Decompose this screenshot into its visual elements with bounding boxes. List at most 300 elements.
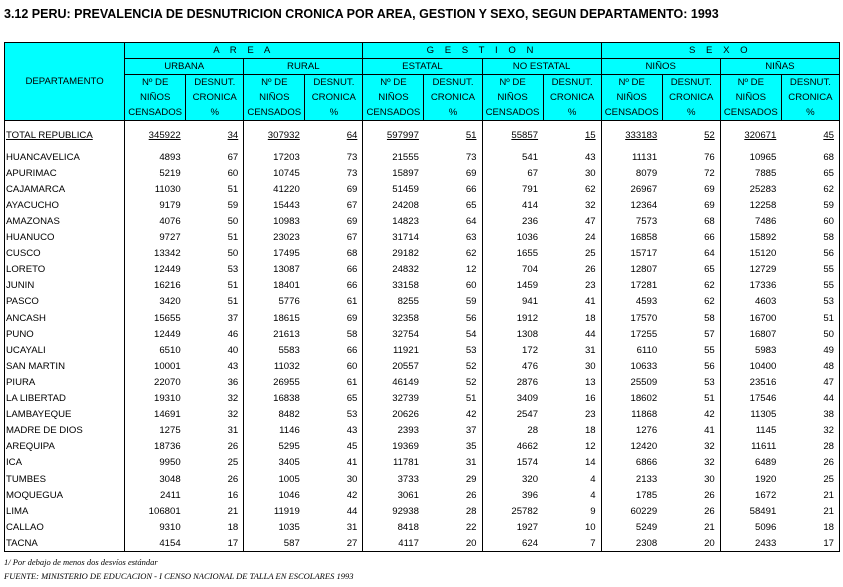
cell-desnut: 62 [465,248,477,260]
department-name: APURIMAC [6,167,57,179]
cell-desnut: 35 [465,441,477,453]
cell-desnut: 66 [346,264,358,276]
cell-censados: 1655 [516,248,539,260]
cell-censados: 9179 [159,199,181,211]
cell-desnut: 51 [227,296,239,308]
cell-censados: 18736 [154,441,181,453]
department-name: PASCO [6,296,39,308]
cell-censados: 9950 [159,457,181,469]
cell-desnut: 62 [704,280,715,292]
cell-censados: 1920 [754,473,777,485]
cell-censados: 12420 [630,441,658,453]
cell-censados: 624 [522,537,539,549]
cell-desnut: 31 [584,344,596,356]
cell-censados: 12364 [630,199,658,211]
cell-desnut: 32 [823,425,834,437]
table-row [5,455,840,471]
cell-censados: 26967 [630,183,658,195]
cell-censados: 31714 [392,232,419,244]
cell-censados: 29182 [392,248,419,260]
cell-censados: 5776 [278,296,300,308]
cell-desnut: 53 [227,264,239,276]
cell-censados: 2308 [635,537,658,549]
cell-desnut: 50 [227,248,239,260]
column-header-desnut: DESNUT. [662,75,720,91]
column-header-censados: Nº DE [244,75,305,91]
cell-desnut: 36 [227,376,239,388]
cell-censados: 15892 [749,232,777,244]
cell-desnut: 26 [465,489,477,501]
cell-censados: 15717 [630,248,658,260]
cell-censados: 11305 [750,409,777,421]
cell-desnut: 28 [823,441,834,453]
table-row [5,374,840,390]
cell-censados: 6110 [636,344,658,356]
cell-censados: 25509 [630,376,658,388]
cell-censados: 1146 [279,425,300,437]
source-note: FUENTE: MINISTERIO DE EDUCACION - I CENSO NACIONAL DE TALLA EN ESCOLARES 1993 [4,571,354,581]
cell-desnut: 52 [465,376,477,388]
cell-censados: 21613 [273,328,300,340]
cell-desnut: 65 [704,264,715,276]
cell-censados: 17495 [273,248,300,260]
department-header: DEPARTAMENTO [5,43,125,121]
cell-censados: 32739 [392,393,419,405]
department-name: PUNO [6,328,34,340]
cell-desnut: 21 [823,505,834,517]
column-header-censados: NIÑOS [244,90,305,105]
cell-desnut: 15 [584,129,596,141]
cell-desnut: 53 [465,344,477,356]
subgroup-header-no-estatal: NO ESTATAL [482,59,601,75]
column-header-censados: NIÑOS [125,90,186,105]
cell-desnut: 13 [584,376,596,388]
cell-desnut: 44 [346,505,358,517]
cell-desnut: 69 [465,167,477,179]
cell-desnut: 26 [227,441,239,453]
cell-censados: 4117 [398,537,419,549]
cell-censados: 11030 [154,183,181,195]
cell-desnut: 18 [823,521,834,533]
table-row [5,519,840,535]
cell-censados: 1046 [278,489,300,501]
department-name: HUANUCO [6,232,55,244]
cell-censados: 396 [522,489,539,501]
cell-desnut: 56 [465,312,477,324]
cell-desnut: 47 [823,376,834,388]
cell-censados: 414 [522,199,539,211]
column-header-desnut: DESNUT. [186,75,244,91]
cell-censados: 10001 [154,360,181,372]
cell-censados: 7486 [754,216,777,228]
table-row [5,358,840,374]
cell-censados: 11921 [392,344,419,356]
footnote: 1/ Por debajo de menos dos desvíos estándar [4,557,158,567]
department-name: AYACUCHO [6,199,59,211]
column-header-desnut: CRONICA [662,90,720,105]
cell-censados: 9727 [159,232,181,244]
cell-desnut: 20 [465,537,477,549]
column-header-censados: CENSADOS [244,105,305,121]
table-row [5,294,840,310]
cell-desnut: 51 [465,129,477,141]
cell-desnut: 31 [346,521,358,533]
cell-censados: 22070 [154,376,181,388]
column-header-censados: CENSADOS [720,105,781,121]
table-notes [4,555,353,583]
cell-censados: 51459 [392,183,419,195]
cell-desnut: 60 [465,280,477,292]
cell-desnut: 64 [704,248,715,260]
cell-desnut: 56 [823,248,834,260]
cell-desnut: 43 [227,360,239,372]
department-name: CAJAMARCA [6,183,66,195]
cell-desnut: 65 [346,393,358,405]
cell-censados: 18615 [273,312,300,324]
cell-desnut: 60 [227,167,239,179]
cell-desnut: 48 [823,360,834,372]
column-header-censados: CENSADOS [363,105,424,121]
cell-desnut: 66 [346,344,358,356]
department-name: AMAZONAS [6,216,60,228]
cell-desnut: 61 [346,296,358,308]
cell-desnut: 52 [465,360,477,372]
cell-censados: 320671 [744,129,777,141]
cell-censados: 320 [522,473,539,485]
cell-desnut: 73 [346,151,358,163]
cell-censados: 60229 [630,505,658,517]
cell-censados: 1145 [755,425,777,437]
cell-censados: 67 [527,167,539,179]
cell-desnut: 50 [823,328,834,340]
table-row [5,165,840,181]
cell-desnut: 26 [704,489,715,501]
cell-censados: 6489 [754,457,777,469]
page-title: 3.12 PERU: PREVALENCIA DE DESNUTRICION CRONICA POR AREA, GESTION Y SEXO, SEGUN DEPARTAMENTO: 1993 [4,7,719,21]
cell-censados: 19369 [392,441,419,453]
cell-desnut: 41 [346,457,358,469]
cell-desnut: 37 [227,312,239,324]
cell-desnut: 59 [227,199,239,211]
cell-censados: 4893 [159,151,181,163]
column-header-desnut: % [305,105,363,121]
cell-desnut: 58 [346,328,358,340]
cell-censados: 11919 [273,505,300,517]
cell-desnut: 31 [465,457,477,469]
table-row [5,278,840,294]
cell-censados: 23516 [749,376,777,388]
department-name: TACNA [6,537,38,549]
cell-censados: 11032 [273,360,300,372]
table-row [5,149,840,165]
cell-desnut: 7 [590,537,596,549]
cell-desnut: 51 [227,183,239,195]
cell-censados: 236 [522,216,539,228]
cell-desnut: 29 [465,473,477,485]
cell-censados: 3733 [397,473,419,485]
cell-desnut: 67 [346,232,358,244]
cell-desnut: 73 [346,167,358,179]
department-name: AREQUIPA [6,441,55,453]
cell-desnut: 25 [584,248,596,260]
table-row [5,230,840,246]
table-row [5,391,840,407]
cell-censados: 1672 [754,489,777,501]
cell-desnut: 60 [823,216,834,228]
department-name: HUANCAVELICA [6,151,80,163]
column-header-censados: CENSADOS [601,105,662,121]
table-body [5,121,840,552]
cell-censados: 16807 [749,328,777,340]
cell-desnut: 25 [823,473,834,485]
table-row [5,262,840,278]
cell-desnut: 44 [584,328,596,340]
cell-censados: 4154 [159,537,181,549]
cell-censados: 106801 [148,505,181,517]
column-header-desnut: DESNUT. [781,75,839,91]
cell-desnut: 45 [346,441,358,453]
cell-censados: 2433 [754,537,777,549]
cell-desnut: 30 [584,360,596,372]
cell-desnut: 76 [704,151,715,163]
cell-censados: 21555 [392,151,419,163]
cell-desnut: 59 [465,296,477,308]
table-row [5,535,840,552]
cell-censados: 10400 [749,360,777,372]
table-row [5,487,840,503]
cell-censados: 20557 [392,360,419,372]
cell-desnut: 50 [227,216,239,228]
cell-desnut: 41 [704,425,715,437]
cell-desnut: 20 [704,537,715,549]
cell-censados: 3405 [278,457,300,469]
cell-censados: 3061 [397,489,419,501]
table-row [5,423,840,439]
cell-censados: 333183 [625,129,658,141]
cell-censados: 476 [522,360,539,372]
cell-censados: 12258 [749,199,777,211]
cell-desnut: 4 [590,473,596,485]
cell-censados: 6866 [635,457,658,469]
cell-censados: 8482 [278,409,300,421]
department-name: PIURA [6,376,36,388]
cell-desnut: 58 [704,312,715,324]
cell-desnut: 42 [346,489,358,501]
cell-desnut: 59 [823,199,834,211]
group-header-sexo: S E X O [601,43,839,59]
cell-censados: 15443 [273,199,300,211]
cell-censados: 172 [522,344,539,356]
cell-censados: 17281 [630,280,658,292]
cell-desnut: 17 [823,537,834,549]
cell-censados: 17546 [749,393,777,405]
cell-desnut: 41 [584,296,596,308]
cell-censados: 92938 [392,505,419,517]
cell-desnut: 72 [704,167,715,179]
cell-censados: 16858 [630,232,658,244]
table-row [5,407,840,423]
cell-censados: 14691 [154,409,181,421]
cell-censados: 10965 [749,151,777,163]
cell-censados: 1275 [159,425,181,437]
cell-desnut: 9 [590,505,596,517]
cell-desnut: 37 [465,425,477,437]
cell-censados: 12449 [154,328,181,340]
column-header-desnut: DESNUT. [543,75,601,91]
column-header-censados: NIÑOS [482,90,543,105]
column-header-desnut: CRONICA [543,90,601,105]
cell-censados: 46149 [392,376,419,388]
column-header-desnut: CRONICA [424,90,482,105]
cell-censados: 25782 [511,505,539,517]
column-header-desnut: CRONICA [305,90,363,105]
cell-censados: 16216 [154,280,181,292]
cell-desnut: 55 [823,280,834,292]
column-header-censados: NIÑOS [363,90,424,105]
cell-censados: 307932 [267,129,300,141]
cell-censados: 19310 [154,393,181,405]
cell-censados: 12449 [154,264,181,276]
cell-censados: 15897 [392,167,419,179]
cell-desnut: 24 [584,232,596,244]
cell-censados: 5249 [635,521,658,533]
cell-censados: 2547 [516,409,539,421]
cell-desnut: 12 [584,441,596,453]
cell-desnut: 21 [823,489,834,501]
cell-desnut: 62 [823,183,834,195]
column-header-desnut: % [781,105,839,121]
column-header-censados: Nº DE [720,75,781,91]
cell-censados: 2393 [397,425,419,437]
cell-censados: 4593 [635,296,658,308]
cell-desnut: 21 [227,505,239,517]
cell-desnut: 22 [465,521,477,533]
cell-censados: 345922 [148,129,181,141]
cell-desnut: 14 [584,457,596,469]
cell-desnut: 17 [227,537,239,549]
cell-desnut: 30 [346,473,358,485]
column-header-desnut: % [543,105,601,121]
cell-censados: 5583 [278,344,300,356]
cell-censados: 704 [522,264,539,276]
column-header-desnut: DESNUT. [305,75,363,91]
cell-censados: 12729 [749,264,777,276]
table-row [5,342,840,358]
department-name: LORETO [6,264,46,276]
table-row [5,197,840,213]
table-row [5,181,840,197]
cell-censados: 8255 [397,296,419,308]
cell-censados: 20626 [392,409,419,421]
cell-desnut: 42 [704,409,715,421]
cell-desnut: 55 [823,264,834,276]
cell-desnut: 16 [227,489,239,501]
cell-censados: 7885 [754,167,777,179]
cell-desnut: 32 [584,199,596,211]
cell-censados: 11781 [392,457,419,469]
table-row [5,439,840,455]
cell-desnut: 18 [227,521,239,533]
cell-desnut: 69 [704,199,715,211]
cell-censados: 3420 [159,296,181,308]
cell-desnut: 65 [465,199,477,211]
cell-censados: 15120 [749,248,777,260]
cell-desnut: 56 [704,360,715,372]
cell-censados: 18602 [630,393,658,405]
table-row [5,213,840,229]
cell-censados: 33158 [392,280,419,292]
cell-censados: 4662 [516,441,539,453]
cell-desnut: 26 [704,505,715,517]
cell-censados: 2411 [160,489,181,501]
cell-desnut: 34 [227,129,239,141]
cell-desnut: 67 [346,199,358,211]
department-name: JUNIN [6,280,35,292]
department-name: LIMA [6,505,29,517]
cell-censados: 5983 [754,344,777,356]
column-header-desnut: CRONICA [781,90,839,105]
cell-censados: 28 [527,425,539,437]
cell-censados: 1036 [516,232,539,244]
cell-desnut: 68 [346,248,358,260]
cell-censados: 1459 [516,280,539,292]
column-header-desnut: % [424,105,482,121]
cell-desnut: 52 [704,129,715,141]
cell-desnut: 64 [465,216,477,228]
cell-censados: 10983 [273,216,300,228]
cell-desnut: 27 [346,537,358,549]
cell-desnut: 38 [823,409,834,421]
cell-desnut: 62 [584,183,596,195]
cell-censados: 10745 [273,167,300,179]
department-name: MADRE DE DIOS [6,425,83,437]
cell-censados: 5096 [754,521,777,533]
cell-desnut: 45 [823,129,834,141]
cell-desnut: 66 [465,183,477,195]
cell-censados: 17255 [630,328,658,340]
column-header-censados: Nº DE [601,75,662,91]
table-row [5,471,840,487]
cell-censados: 23023 [273,232,300,244]
cell-desnut: 55 [704,344,715,356]
cell-desnut: 67 [227,151,239,163]
cell-desnut: 26 [823,457,834,469]
cell-censados: 58491 [749,505,777,517]
cell-desnut: 69 [346,312,358,324]
cell-desnut: 12 [465,264,477,276]
cell-desnut: 10 [584,521,596,533]
cell-censados: 14823 [392,216,419,228]
total-row [5,127,840,143]
cell-censados: 1035 [278,521,300,533]
cell-censados: 11868 [631,409,658,421]
cell-censados: 24208 [392,199,419,211]
subgroup-header-estatal: ESTATAL [363,59,482,75]
cell-censados: 8079 [635,167,658,179]
cell-censados: 1785 [635,489,658,501]
cell-desnut: 66 [346,280,358,292]
cell-censados: 13087 [273,264,300,276]
cell-censados: 597997 [386,129,419,141]
cell-censados: 41220 [273,183,300,195]
cell-desnut: 63 [465,232,477,244]
data-table [4,42,840,552]
subgroup-header-urbana: URBANA [125,59,244,75]
cell-censados: 4603 [754,296,777,308]
cell-desnut: 64 [346,129,358,141]
cell-censados: 6510 [159,344,181,356]
cell-desnut: 4 [590,489,596,501]
